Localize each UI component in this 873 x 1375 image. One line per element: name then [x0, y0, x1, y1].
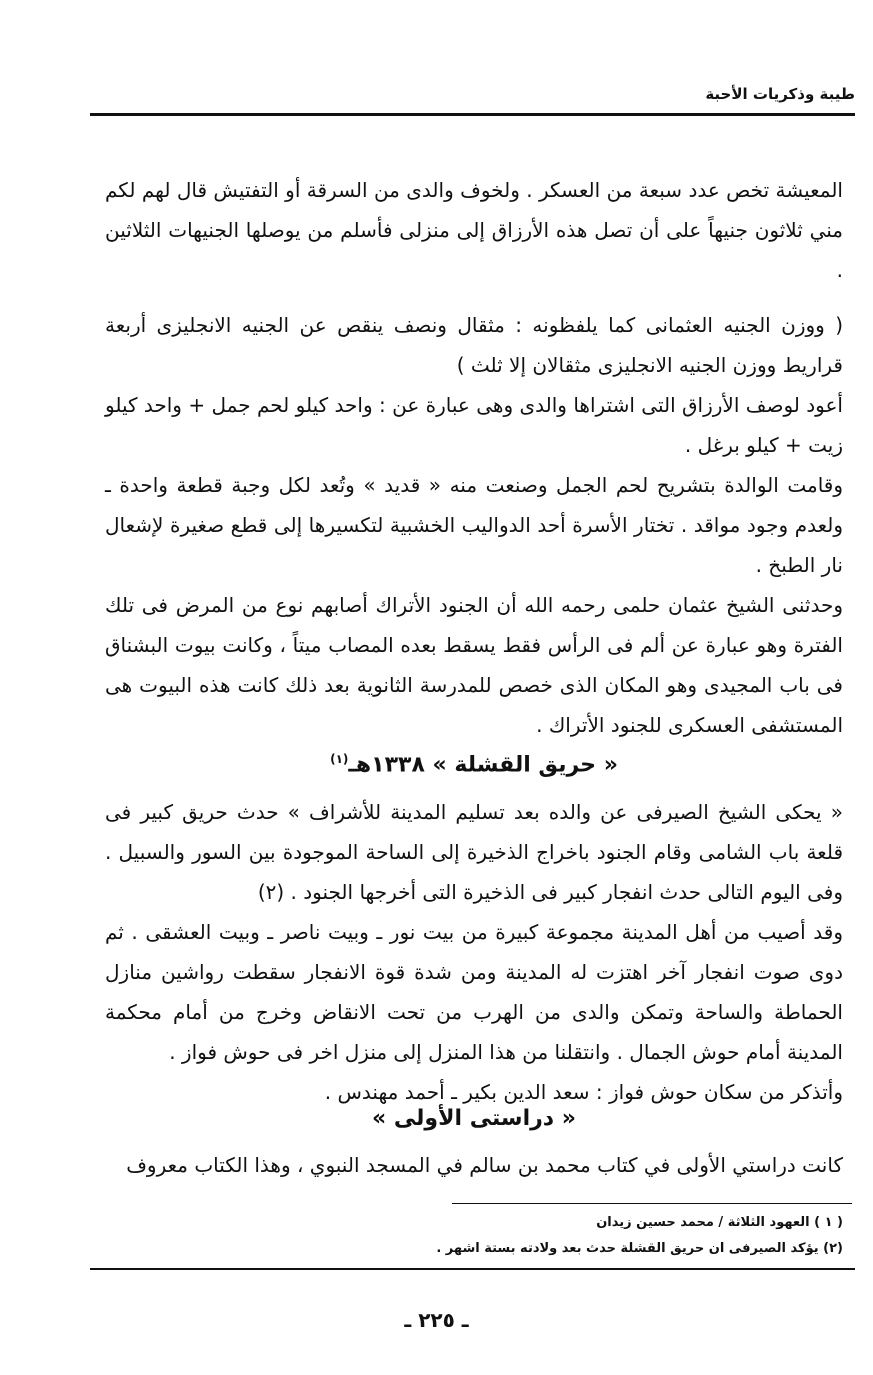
paragraph: كانت دراستي الأولى في كتاب محمد بن سالم في المسجد النبوي ، وهذا الكتاب معروف	[126, 1153, 843, 1177]
paragraph: وحدثنى الشيخ عثمان حلمى رحمه الله أن الجنود الأتراك أصابهم نوع من المرض فى تلك الفترة وهو عبارة عن ألم فى الرأس فقط يسقط بعده المصاب ميتاً ، وكانت بيوت البشناق فى باب المجيدى وهو المكان الذى خصص للمدرسة الثانوية بعد ذلك كانت هذه البيوت هى المستشفى العسكرى للجنود الأتراك .	[105, 593, 843, 737]
section-heading-text: « حريق القشلة » ١٣٣٨هـ	[348, 752, 618, 778]
paragraph: المعيشة تخص عدد سبعة من العسكر . ولخوف والدى من السرقة أو التفتيش قال لهم لكم مني ثلاثون جنيهاً على أن تصل هذه الأرزاق إلى منزلى فأسلم من يوصلها الجنيهات الثلاثين .	[105, 178, 843, 282]
footnote-rule	[452, 1203, 852, 1204]
footnotes	[105, 1210, 843, 1262]
section-heading-studies	[105, 1106, 843, 1131]
paragraph: وقامت الوالدة بتشريح لحم الجمل وصنعت منه « قديد » وتُعد لكل وجبة قطعة واحدة ـ ولعدم وجود مواقد . تختار الأسرة أحد الدواليب الخشبية لتكسيرها إلى قطع صغيرة لإشعال نار الطبخ .	[105, 473, 843, 577]
paragraph: « يحكى الشيخ الصيرفى عن والده بعد تسليم المدينة للأشراف » حدث حريق كبير فى قلعة باب الشامى وقام الجنود باخراج الذخيرة إلى الساحة الموجودة بين السور والسبيل . وفى اليوم التالى حدث انفجار كبير فى الذخيرة التى أخرجها الجنود . (٢)	[105, 800, 843, 904]
body-block-2	[105, 792, 843, 1112]
footnote: (٢) يؤكد الصيرفى ان حريق القشلة حدث بعد ولادته بستة اشهر .	[436, 1241, 843, 1256]
paragraph: ( ووزن الجنيه العثمانى كما يلفظونه : مثقال ونصف ينقص عن الجنيه الانجليزى أربعة قراريط ووزن الجنيه الانجليزى مثقالان إلا ثلث )	[105, 313, 843, 377]
footnote: ( ١ ) العهود الثلاثة / محمد حسين زيدان	[596, 1215, 843, 1230]
paragraph: أعود لوصف الأرزاق التى اشتراها والدى وهى عبارة عن : واحد كيلو لحم جمل + واحد كيلو زيت + كيلو برغل .	[105, 393, 843, 457]
footnote-ref: (١)	[330, 752, 349, 766]
paragraph-gap	[105, 290, 843, 305]
section-heading-fire	[105, 752, 843, 777]
header-rule	[90, 113, 855, 116]
paragraph: وقد أصيب من أهل المدينة مجموعة كبيرة من بيت نور ـ وبيت ناصر ـ وبيت العشقى . ثم دوى صوت انفجار آخر اهتزت له المدينة ومن شدة قوة الانفجار سقطت رواشين منازل الحماطة والساحة وتمكن والدى من الهرب من تحت الانقاض وخرج من أمام محكمة المدينة أمام حوش الجمال . وانتقلنا من هذا المنزل إلى منزل اخر فى حوش فواز .	[105, 920, 843, 1064]
body-block-3	[105, 1145, 843, 1185]
bottom-rule	[90, 1268, 855, 1270]
section-heading-text: « دراستى الأولى »	[372, 1106, 576, 1131]
paragraph: وأتذكر من سكان حوش فواز : سعد الدين بكير ـ أحمد مهندس .	[324, 1080, 843, 1104]
body-block-1	[105, 170, 843, 745]
running-header-title: طيبة وذكريات الأحبة	[705, 85, 855, 103]
page-number: ـ ٢٢٥ ـ	[404, 1308, 469, 1332]
